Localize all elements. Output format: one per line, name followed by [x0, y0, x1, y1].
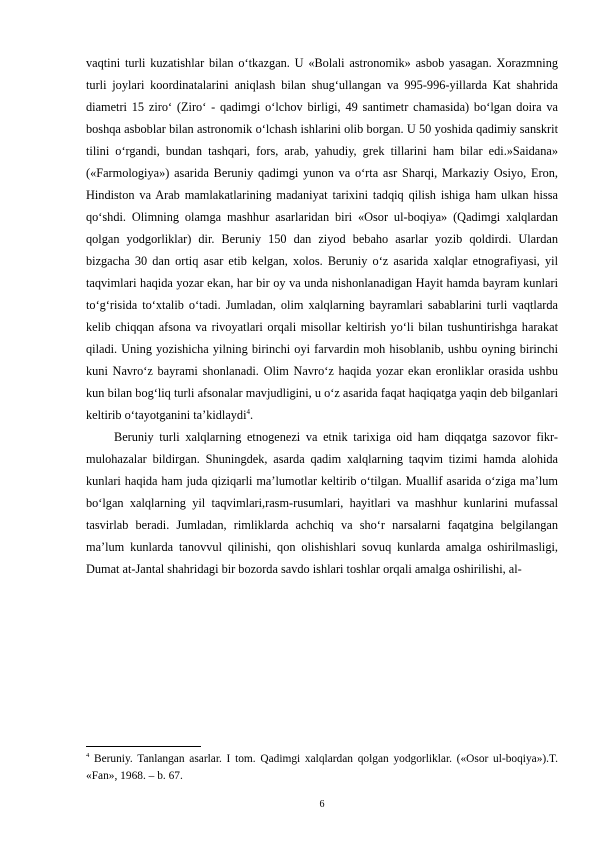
paragraph-2: Beruniy turli xalqlarning etnogenezi va etnik tarixiga oid ham diqqatga sazovor fikr-mulohazalar bildirgan. Shuningdek, asarda qadim xalqlarning taqvim tizimi hamda alohida kunlari haqida ham juda qiziqarli ma’lumotlar keltirib o‘tilgan. Muallif asarida o‘ziga ma’lum bo‘lgan xalqlarning yil taqvimlari,rasm-rusumlari, hayitlari va mashhur kunlarini mufassal tasvirlab beradi. Jumladan, rimliklarda achchiq va sho‘r narsalarni faqatgina belgilangan ma’lum kunlarda tanovvul qilinishi, qon olishishlari sovuq kunlarda amalga oshirilmasligi, Dumat at-Jantal shahridagi bir bozorda savdo ishlari toshlar orqali amalga oshirilishi, al- — [86, 430, 558, 576]
body-text — [86, 52, 558, 580]
footnote-text: Beruniy. Tanlangan asarlar. I tom. Qadimgi xalqlardan qolgan yodgorliklar. («Osor ul-boqiya»).T. «Fan», 1968. – b. 67. — [86, 753, 558, 782]
footnote-separator — [86, 746, 201, 747]
footnote-reference[interactable]: 4 — [246, 407, 251, 416]
paragraph-1 — [86, 52, 558, 426]
page-number: 6 — [319, 799, 325, 810]
paragraph-1-end: . — [250, 408, 254, 422]
paragraph-1-text: vaqtini turli kuzatishlar bilan o‘tkazgan. U «Bolali astronomik» asbob yasagan. Xorazmning turli joylari koordinatalarini aniqlash bilan shug‘ullangan va 995-996-yillarda Kat shahrida diametri 15 ziro‘ (Ziro‘ - qadimgi o‘lchov birligi, 49 santimetr chamasida) bo‘lgan doira va boshqa asboblar bilan astronomik o‘lchash ishlarini olib borgan. U 50 yoshida qadimiy sanskrit tilini o‘rgandi, bundan tashqari, fors, arab, yahudiy, grek tillarini ham bilar edi.»Saidana» («Farmologiya») asarida Beruniy qadimgi yunon va o‘rta asr Sharqi, Markaziy Osiyo, Eron, Hindiston va Arab mamlakatlarining madaniyat tarixini tadqiq qilish ishiga ham ulkan hissa qo‘shdi. Olimning olamga mashhur asarlaridan biri «Osor ul-boqiya» (Qadimgi xalqlardan qolgan yodgorliklar) dir. Beruniy 150 dan ziyod bebaho asarlar yozib qoldirdi. Ulardan bizgacha 30 dan ortiq asar etib kelgan, xolos. Beruniy o‘z asarida xalqlar etnografiyasi, yil taqvimlari haqida yozar ekan, har bir oy va unda nishonlanadigan Hayit hamda bayram kunlari to‘g‘risida to‘xtalib o‘tadi. Jumladan, olim xalqlarning bayramlari sabablarini turli vaqtlarda kelib chiqqan afsona va rivoyatlari orqali misollar keltirish yo‘li bilan tushuntirishga harakat qiladi. Uning yozishicha yilning birinchi oyi farvardin moh hisoblanib, ushbu oyning birinchi kuni Navro‘z bayrami shonlanadi. Olim Navro‘z haqida yozar ekan eronliklar orasida ushbu kun bilan bog‘liq turli afsonalar mavjudligini, u o‘z asarida faqat haqiqatga yaqin deb bilganlari keltirib o‘tayotganini ta’kidlaydi — [86, 56, 558, 422]
footnote — [86, 751, 558, 785]
footnote-marker: 4 — [86, 752, 90, 760]
